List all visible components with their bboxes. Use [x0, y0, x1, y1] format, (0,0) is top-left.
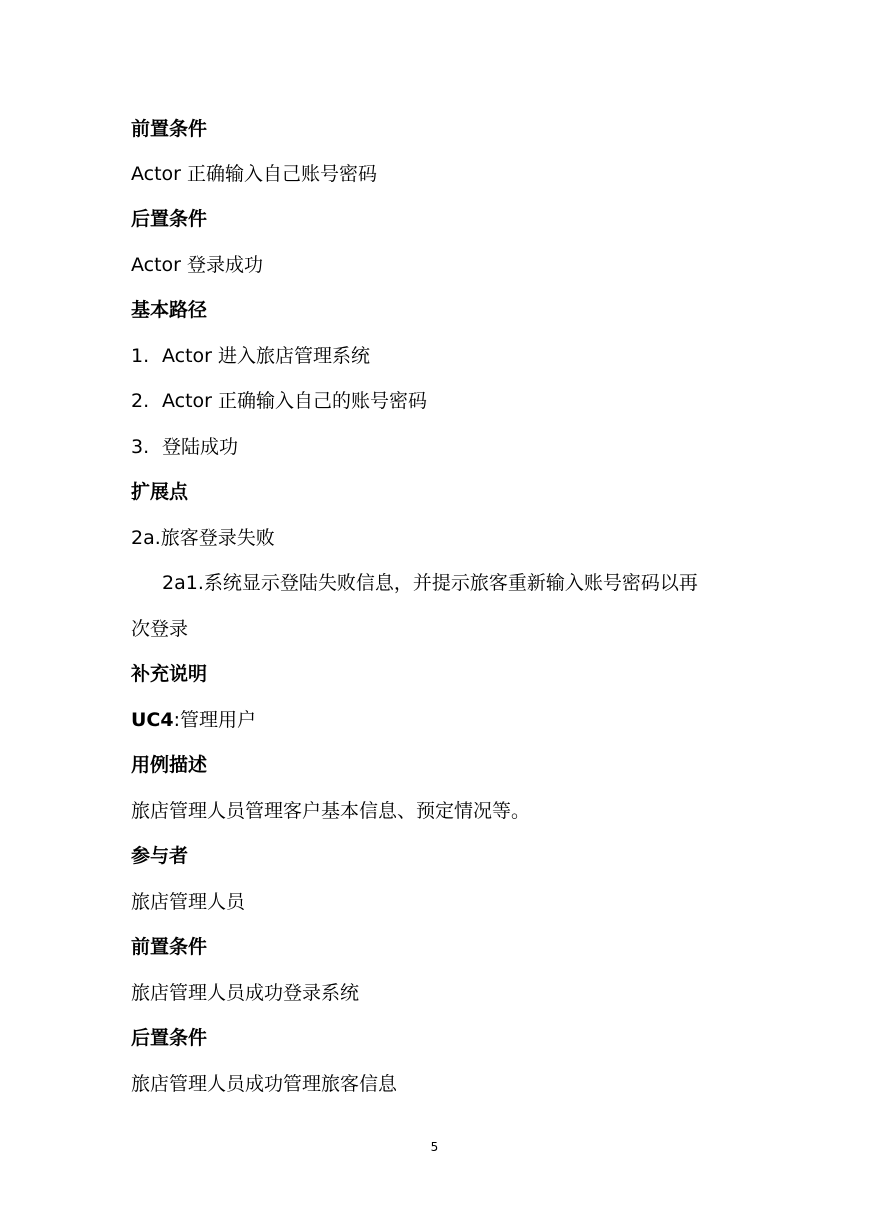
usecase-title	[131, 708, 256, 732]
list-item-text: Actor 进入旅店管理系统	[162, 345, 371, 367]
actor-text: 旅店管理人员	[131, 891, 246, 913]
postcondition-text: Actor 登录成功	[131, 254, 264, 276]
extension-2a1-line1: 2a1.系统显示登陆失败信息，并提示旅客重新输入账号密码以再	[162, 572, 698, 594]
heading-precondition: 前置条件	[131, 118, 208, 140]
heading-supplement: 补充说明	[131, 663, 208, 685]
heading-precondition: 前置条件	[131, 936, 208, 958]
extension-2a: 2a.旅客登录失败	[131, 527, 275, 549]
list-item	[131, 389, 427, 413]
list-item-number: 3.	[131, 436, 150, 458]
heading-usecase-description: 用例描述	[131, 754, 208, 776]
list-item-text: Actor 正确输入自己的账号密码	[162, 390, 428, 412]
heading-postcondition: 后置条件	[131, 208, 208, 230]
list-item-number: 1.	[131, 345, 150, 367]
list-item	[131, 435, 238, 459]
page-number: 5	[430, 1140, 439, 1154]
heading-actor: 参与者	[131, 845, 189, 867]
postcondition-text: 旅店管理人员成功管理旅客信息	[131, 1073, 398, 1095]
list-item	[131, 344, 370, 368]
usecase-description-text: 旅店管理人员管理客户基本信息、预定情况等。	[131, 800, 531, 822]
list-item-text: 登陆成功	[162, 436, 239, 458]
usecase-name: :管理用户	[173, 709, 256, 731]
heading-basic-path: 基本路径	[131, 299, 208, 321]
list-item-number: 2.	[131, 390, 150, 412]
extension-2a1-line2: 次登录	[131, 618, 189, 640]
usecase-id: UC4	[131, 709, 174, 731]
heading-postcondition: 后置条件	[131, 1027, 208, 1049]
precondition-text: Actor 正确输入自己账号密码	[131, 163, 378, 185]
precondition-text: 旅店管理人员成功登录系统	[131, 982, 360, 1004]
heading-extension-points: 扩展点	[131, 481, 189, 503]
